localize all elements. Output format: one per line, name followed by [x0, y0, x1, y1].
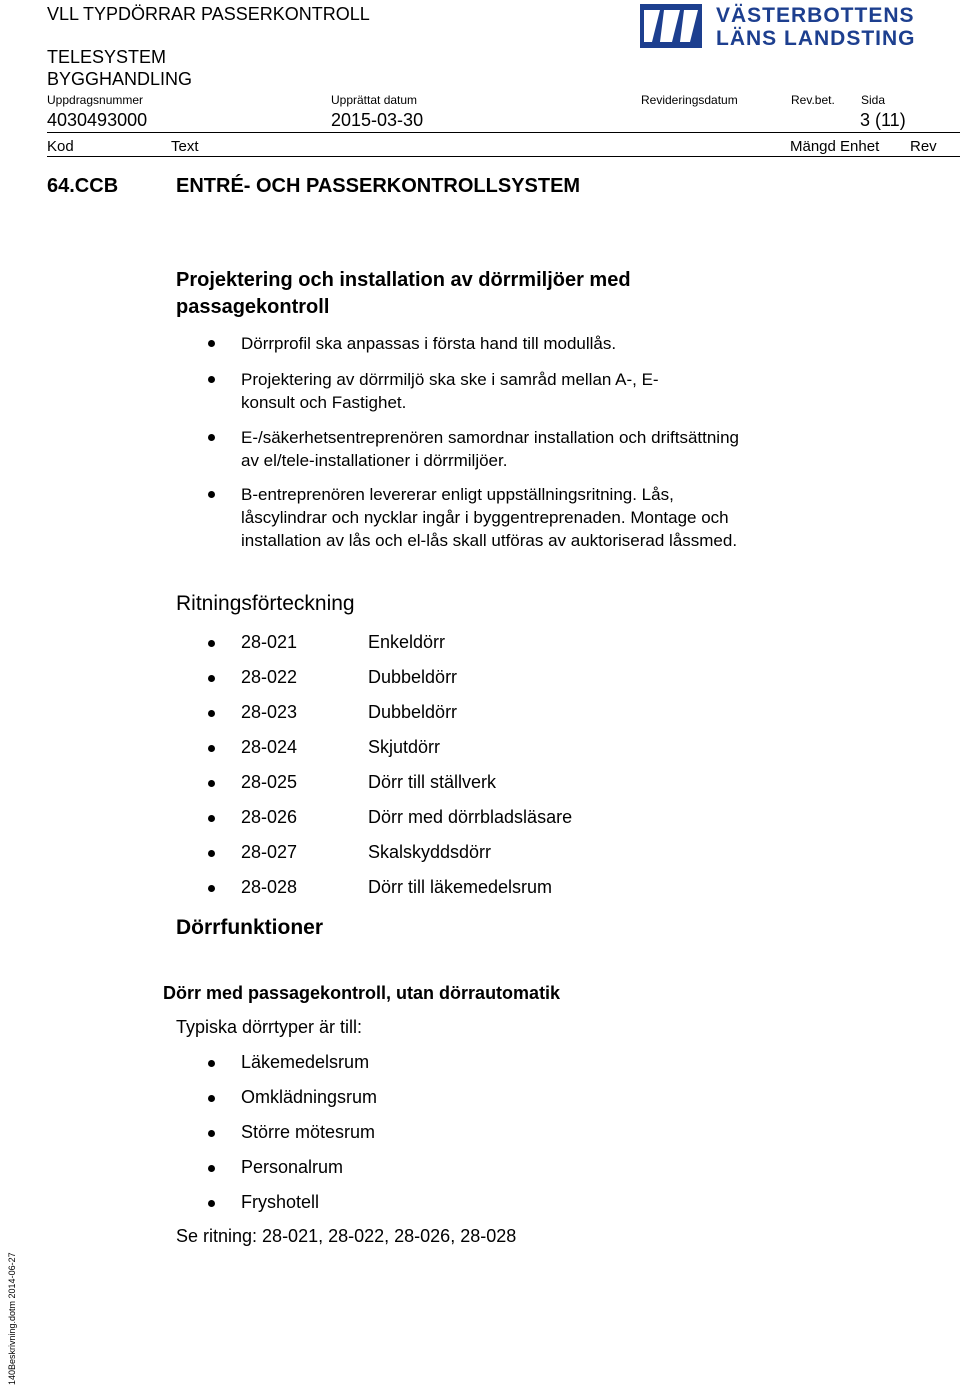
column-text: Text — [171, 138, 199, 155]
bullet-icon — [208, 780, 215, 787]
bullet-icon — [208, 1060, 215, 1067]
created-date-label: Upprättat datum — [331, 93, 418, 107]
drawing-number: 28-023 — [241, 702, 298, 722]
door-type-item: Större mötesrum — [241, 1122, 376, 1142]
columns-divider — [47, 156, 960, 157]
door-type-item: Omklädningsrum — [241, 1087, 378, 1107]
drawing-number: 28-027 — [241, 842, 298, 862]
door-type-item: Fryshotell — [241, 1192, 320, 1212]
drawing-name: Dörr till läkemedelsrum — [368, 877, 553, 897]
planning-bullet-1: Dörrprofil ska anpassas i första hand till modullås. — [241, 334, 617, 353]
drawing-name: Skalskyddsdörr — [368, 842, 492, 862]
drawing-number: 28-022 — [241, 667, 298, 687]
bullet-icon — [208, 710, 215, 717]
logo-mark-icon — [640, 4, 702, 48]
vll-logo — [640, 4, 930, 52]
template-stamp: 140Beskrivning.dotm 2014-06-27 — [7, 1252, 17, 1385]
drawing-name: Dubbeldörr — [368, 667, 458, 687]
logo-line-2: LÄNS LANDSTING — [716, 27, 916, 50]
door-type-item: Läkemedelsrum — [241, 1052, 370, 1072]
column-qty-unit: Mängd Enhet — [790, 138, 880, 155]
door-functions-heading: Dörrfunktioner — [176, 916, 323, 939]
planning-bullet-2: Projektering av dörrmiljö ska ske i samråd mellan A-, E-konsult och Fastighet. — [241, 370, 659, 412]
page-value: 3 (11) — [860, 110, 906, 130]
drawing-number: 28-021 — [241, 632, 298, 652]
bullet-icon — [208, 434, 215, 441]
header-divider — [47, 132, 960, 133]
planning-bullet-3: E-/säkerhetsentreprenören samordnar installation och driftsättning av el/tele-installationer i dörrmiljöer. — [241, 428, 739, 470]
bullet-icon — [208, 850, 215, 857]
drawing-number: 28-026 — [241, 807, 298, 827]
drawing-name: Dubbeldörr — [368, 702, 458, 722]
door-types-intro: Typiska dörrtyper är till: — [176, 1017, 363, 1037]
drawings-heading: Ritningsförteckning — [176, 592, 355, 615]
bullet-icon — [208, 376, 215, 383]
section-title: ENTRÉ- OCH PASSERKONTROLLSYSTEM — [176, 175, 581, 197]
bullet-icon — [208, 885, 215, 892]
system-label: TELESYSTEM — [47, 47, 167, 67]
bullet-icon — [208, 675, 215, 682]
created-date-value: 2015-03-30 — [331, 110, 424, 130]
drawing-number: 28-028 — [241, 877, 298, 897]
section-code: 64.CCB — [47, 175, 119, 197]
bullet-icon — [208, 745, 215, 752]
drawing-name: Dörr med dörrbladsläsare — [368, 807, 573, 827]
revision-date-label: Revideringsdatum — [641, 93, 738, 107]
drawing-number: 28-024 — [241, 737, 298, 757]
drawing-name: Dörr till ställverk — [368, 772, 497, 792]
bullet-icon — [208, 815, 215, 822]
page-label: Sida — [861, 93, 886, 107]
drawing-name: Skjutdörr — [368, 737, 441, 757]
planning-heading-line-2: passagekontroll — [176, 296, 330, 318]
planning-bullet-4: B-entreprenören levererar enligt uppställningsritning. Lås, låscylindrar och nycklar ingår i byggentreprenaden. Montage och installation av lås och el-lås skall utföras av auktoriserad låssmed. — [241, 485, 738, 550]
rev-ref-label: Rev.bet. — [791, 93, 835, 107]
assignment-no-label: Uppdragsnummer — [47, 93, 144, 107]
planning-heading-line-1: Projektering och installation av dörrmiljöer med — [176, 269, 631, 291]
bullet-icon — [208, 1095, 215, 1102]
column-rev: Rev — [910, 138, 937, 155]
bullet-icon — [208, 1165, 215, 1172]
drawing-name: Enkeldörr — [368, 632, 446, 652]
logo-line-1: VÄSTERBOTTENS — [716, 4, 915, 27]
category-label: BYGGHANDLING — [47, 69, 193, 89]
bullet-icon — [208, 640, 215, 647]
drawing-number: 28-025 — [241, 772, 298, 792]
assignment-no-value: 4030493000 — [47, 110, 148, 130]
column-code: Kod — [47, 138, 74, 155]
bullet-icon — [208, 1200, 215, 1207]
see-drawing-note: Se ritning: 28-021, 28-022, 28-026, 28-028 — [176, 1226, 517, 1246]
door-functions-subheading: Dörr med passagekontroll, utan dörrautomatik — [163, 983, 561, 1003]
bullet-icon — [208, 340, 215, 347]
bullet-icon — [208, 1130, 215, 1137]
door-type-item: Personalrum — [241, 1157, 344, 1177]
document-title: VLL TYPDÖRRAR PASSERKONTROLL — [47, 4, 370, 24]
bullet-icon — [208, 491, 215, 498]
